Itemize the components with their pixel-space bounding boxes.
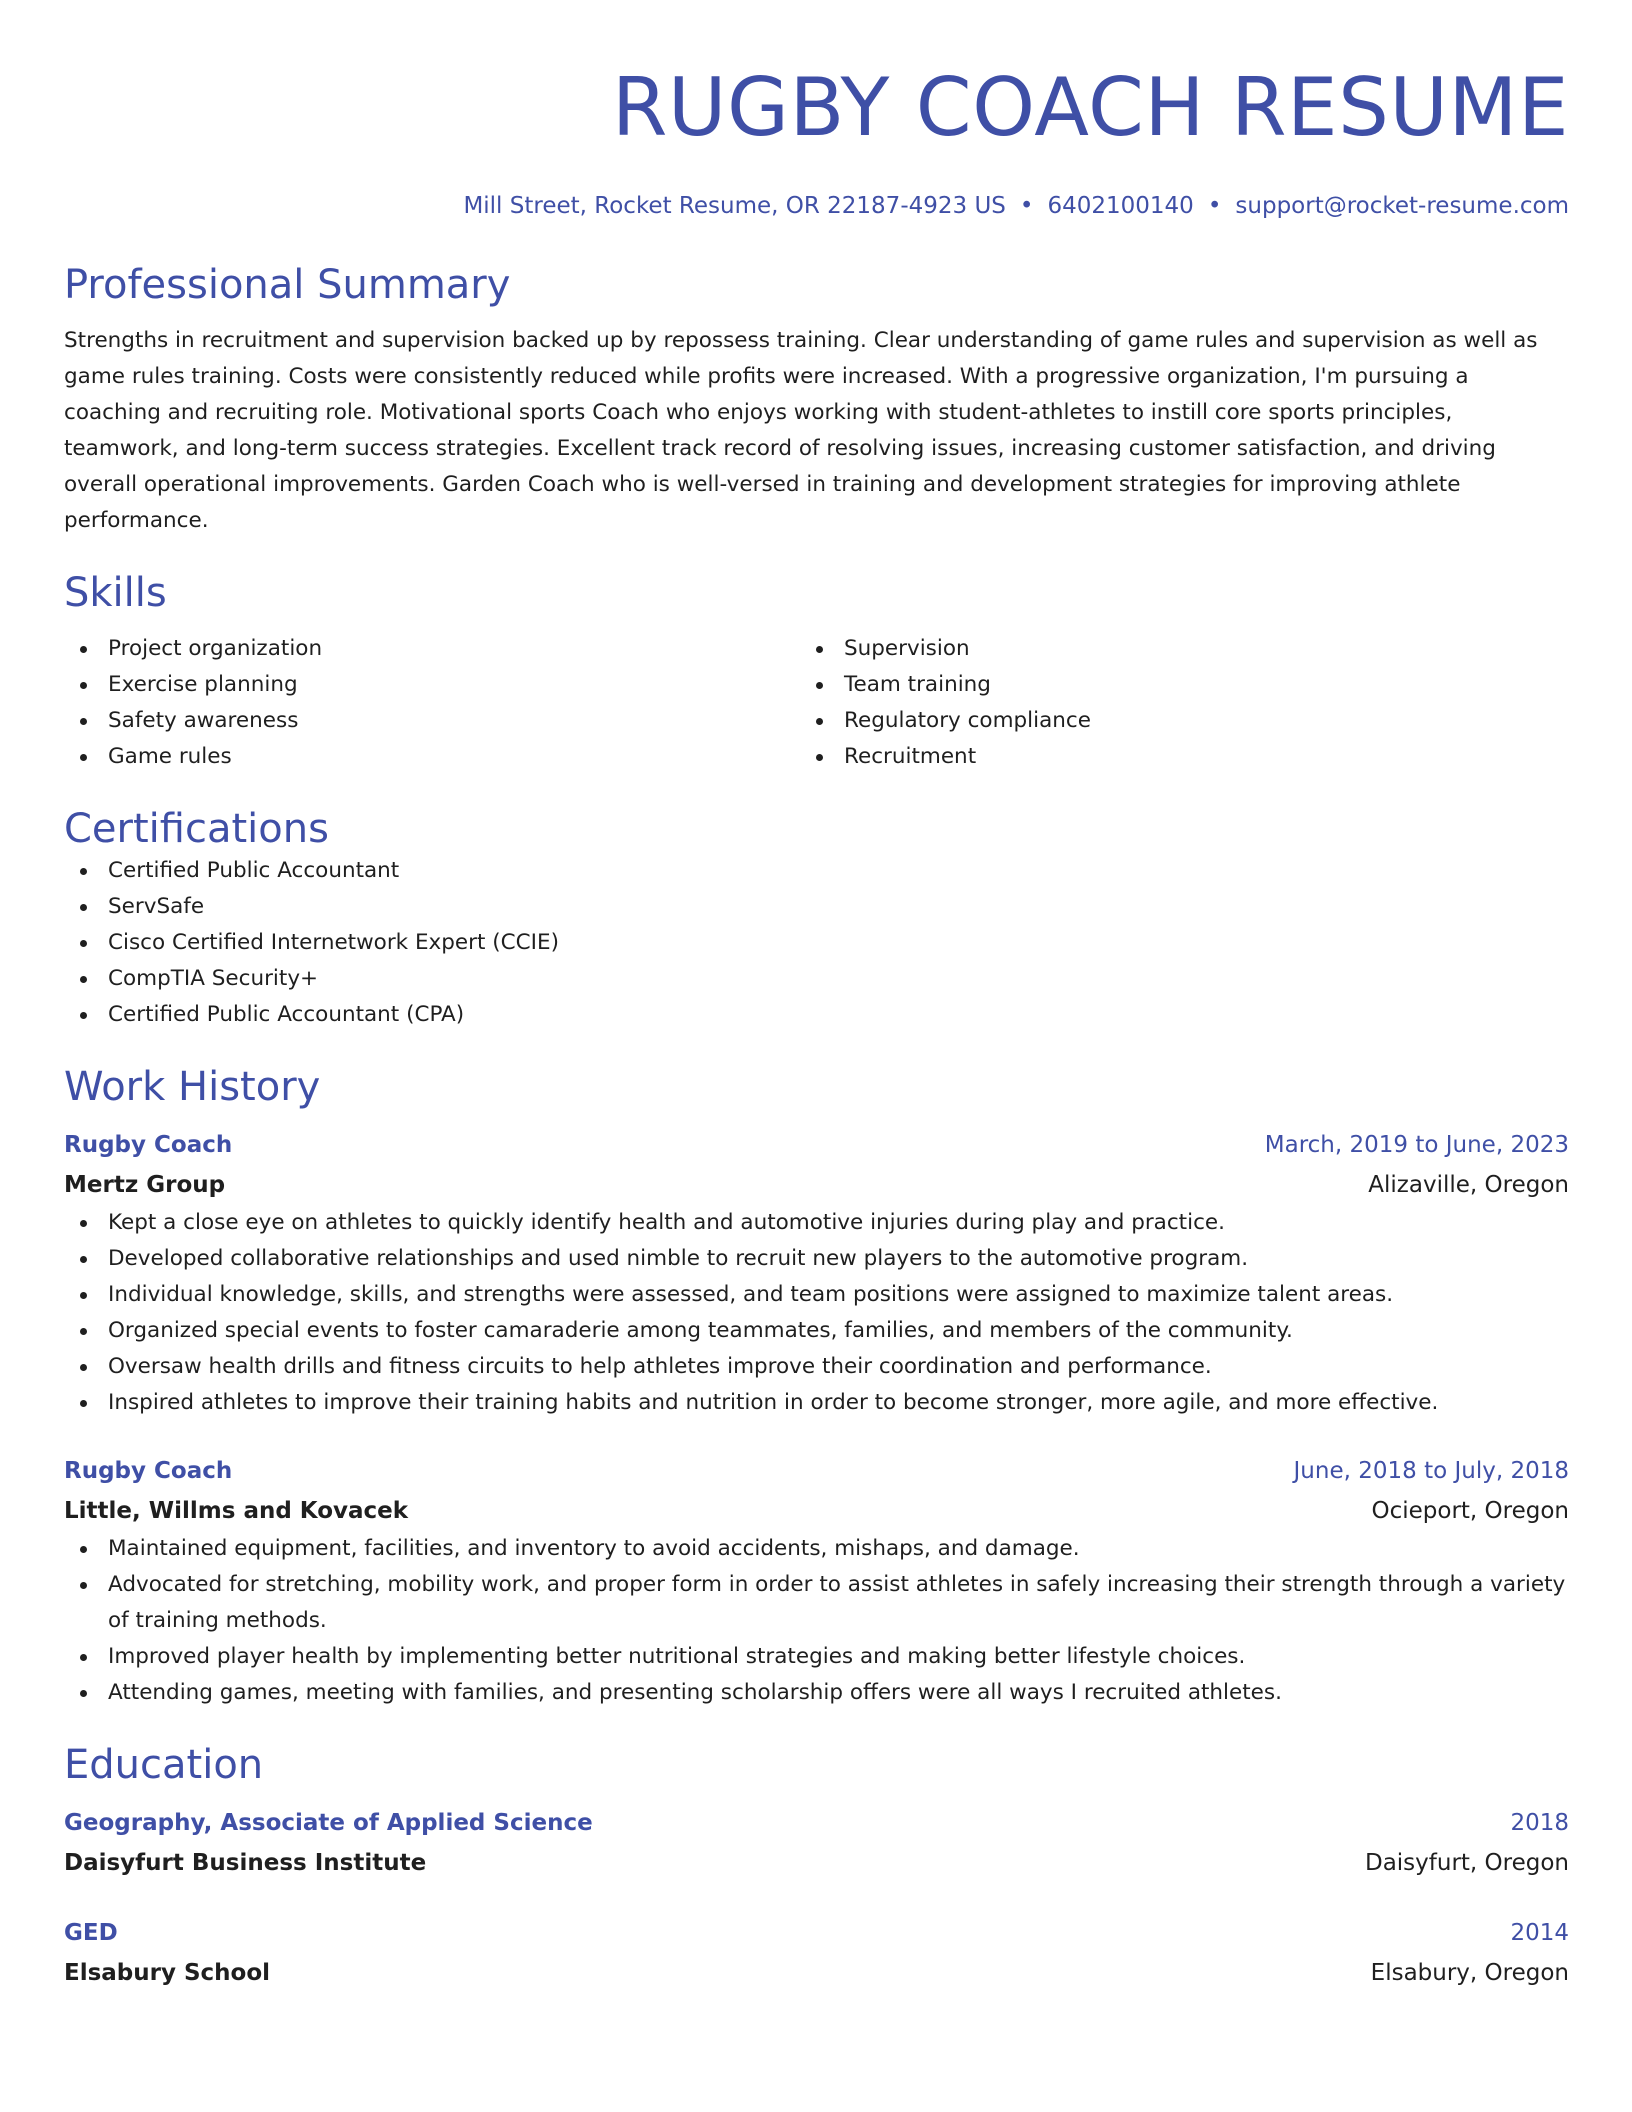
- skill-item: [800, 739, 1536, 775]
- job-bullet-text: Developed collaborative relationships and used nimble to recruit new players to the automotive program.: [108, 1246, 1249, 1271]
- skill-item: [800, 667, 1536, 703]
- job-header-row: [64, 1451, 1569, 1491]
- bullet-dot: [816, 646, 823, 653]
- job-bullet-text: Individual knowledge, skills, and strengths were assessed, and team positions were assigned to maximize talent areas.: [108, 1282, 1394, 1307]
- certification-item: [64, 889, 1569, 925]
- certifications-list: [64, 853, 1569, 1033]
- bullet-dot: [80, 646, 87, 653]
- education-school: Elsabury School: [64, 1960, 271, 1986]
- job-location: Alizaville, Oregon: [1368, 1172, 1569, 1198]
- contact-address: Mill Street, Rocket Resume, OR 22187-4923 US: [463, 193, 1006, 219]
- skills-list-right: [800, 631, 1536, 775]
- bullet-dot: [80, 682, 87, 689]
- job-bullets: [64, 1531, 1569, 1711]
- skill-label: Game rules: [108, 744, 232, 769]
- education-entry: [64, 1803, 1569, 1883]
- job-bullet-text: Oversaw health drills and fitness circuits to help athletes improve their coordination and performance.: [108, 1354, 1212, 1379]
- job-dates: March, 2019 to June, 2023: [1264, 1132, 1569, 1158]
- education-header-row: [64, 1803, 1569, 1843]
- certification-item: [64, 997, 1569, 1033]
- bullet-dot: [80, 1582, 87, 1589]
- skill-label: Recruitment: [844, 744, 977, 769]
- education-header-row: [64, 1913, 1569, 1953]
- contact-separator: •: [1207, 193, 1222, 219]
- skill-label: Regulatory compliance: [844, 708, 1091, 733]
- job-entry: [64, 1451, 1569, 1711]
- education-degree: Geography, Associate of Applied Science: [64, 1810, 593, 1836]
- job-bullet: [64, 1531, 1569, 1567]
- bullet-dot: [80, 1690, 87, 1697]
- bullet-dot: [816, 754, 823, 761]
- bullet-dot: [80, 976, 87, 983]
- job-bullet: [64, 1675, 1569, 1711]
- certification-label: Cisco Certified Internetwork Expert (CCIE): [108, 930, 559, 955]
- job-bullet: [64, 1241, 1569, 1277]
- skill-item: [64, 667, 800, 703]
- bullet-dot: [80, 1546, 87, 1553]
- skills-column-right: [800, 631, 1536, 775]
- job-bullet-text: Inspired athletes to improve their training habits and nutrition in order to become stronger, more agile, and more effective.: [108, 1390, 1439, 1415]
- bullet-dot: [80, 868, 87, 875]
- job-title: Rugby Coach: [64, 1132, 233, 1158]
- bullet-dot: [816, 718, 823, 725]
- job-location: Ocieport, Oregon: [1371, 1498, 1569, 1524]
- certification-label: CompTIA Security+: [108, 966, 319, 991]
- job-bullet: [64, 1205, 1569, 1241]
- job-bullet: [64, 1639, 1569, 1675]
- bullet-dot: [816, 682, 823, 689]
- skill-item: [64, 631, 800, 667]
- job-entry: [64, 1125, 1569, 1421]
- bullet-dot: [80, 718, 87, 725]
- skills-list-left: [64, 631, 800, 775]
- job-bullet: [64, 1277, 1569, 1313]
- bullet-dot: [80, 1220, 87, 1227]
- certification-label: ServSafe: [108, 894, 205, 919]
- job-bullet-text: Advocated for stretching, mobility work, and proper form in order to assist athletes in safely increasing their strength through a variety of training methods.: [108, 1572, 1566, 1633]
- education-year: 2014: [1510, 1920, 1569, 1946]
- contact-phone: 6402100140: [1047, 193, 1194, 219]
- bullet-dot: [80, 1256, 87, 1263]
- skills-heading: Skills: [64, 570, 167, 616]
- education-year: 2018: [1510, 1810, 1569, 1836]
- certification-item: [64, 853, 1569, 889]
- skill-item: [800, 703, 1536, 739]
- skill-item: [64, 739, 800, 775]
- skills-column-left: [64, 631, 800, 775]
- job-org-row: [64, 1165, 1569, 1205]
- contact-separator: •: [1019, 193, 1034, 219]
- skill-label: Project organization: [108, 636, 323, 661]
- bullet-dot: [80, 1654, 87, 1661]
- education-school: Daisyfurt Business Institute: [64, 1850, 427, 1876]
- skills-grid: [64, 631, 1569, 775]
- job-bullet: [64, 1349, 1569, 1385]
- summary-text: Strengths in recruitment and supervision backed up by repossess training. Clear understanding of game rules and supervision as well as game rules training. Costs were consistently reduced while profits were increased. With a progressive organization, I'm pursuing a coaching and recruiting role. Motivational sports Coach who enjoys working with student-athletes to instill core sports principles, teamwork, and long-term success strategies. Excellent track record of resolving issues, increasing customer satisfaction, and driving overall operational improvements. Garden Coach who is well-versed in training and development strategies for improving athlete performance.: [64, 328, 1538, 533]
- education-location: Daisyfurt, Oregon: [1364, 1850, 1569, 1876]
- job-bullets: [64, 1205, 1569, 1421]
- education-degree: GED: [64, 1920, 118, 1946]
- certification-label: Certified Public Accountant (CPA): [108, 1002, 465, 1027]
- certifications-heading: Certifications: [64, 806, 329, 852]
- bullet-dot: [80, 940, 87, 947]
- job-bullet-text: Maintained equipment, facilities, and inventory to avoid accidents, mishaps, and damage.: [108, 1536, 1080, 1561]
- job-company: Little, Willms and Kovacek: [64, 1498, 409, 1524]
- certification-label: Certified Public Accountant: [108, 858, 400, 883]
- job-bullet: [64, 1567, 1569, 1639]
- education-heading: Education: [64, 1742, 264, 1788]
- work-history-heading: Work History: [64, 1064, 321, 1110]
- bullet-dot: [80, 754, 87, 761]
- job-bullet-text: Kept a close eye on athletes to quickly identify health and automotive injuries during play and practice.: [108, 1210, 1225, 1235]
- skill-item: [800, 631, 1536, 667]
- job-bullet-text: Improved player health by implementing better nutritional strategies and making better lifestyle choices.: [108, 1644, 1246, 1669]
- certification-item: [64, 925, 1569, 961]
- job-header-row: [64, 1125, 1569, 1165]
- skill-label: Exercise planning: [108, 672, 298, 697]
- job-bullet: [64, 1385, 1569, 1421]
- job-bullet-text: Attending games, meeting with families, and presenting scholarship offers were all ways I recruited athletes.: [108, 1680, 1282, 1705]
- contact-email: support@rocket-resume.com: [1235, 193, 1569, 219]
- skill-label: Team training: [844, 672, 991, 697]
- job-bullet-text: Organized special events to foster camaraderie among teammates, families, and members of the community.: [108, 1318, 1293, 1343]
- job-title: Rugby Coach: [64, 1458, 233, 1484]
- education-location: Elsabury, Oregon: [1370, 1960, 1569, 1986]
- job-company: Mertz Group: [64, 1172, 226, 1198]
- education-school-row: [64, 1843, 1569, 1883]
- job-org-row: [64, 1491, 1569, 1531]
- summary-heading: Professional Summary: [64, 262, 511, 308]
- skill-label: Safety awareness: [108, 708, 299, 733]
- resume-title: RUGBY COACH RESUME: [611, 61, 1569, 154]
- skill-label: Supervision: [844, 636, 970, 661]
- bullet-dot: [80, 1400, 87, 1407]
- job-bullet: [64, 1313, 1569, 1349]
- bullet-dot: [80, 1292, 87, 1299]
- education-school-row: [64, 1953, 1569, 1993]
- bullet-dot: [80, 1012, 87, 1019]
- contact-line: [64, 191, 1569, 221]
- bullet-dot: [80, 904, 87, 911]
- bullet-dot: [80, 1364, 87, 1371]
- certification-item: [64, 961, 1569, 997]
- education-entry: [64, 1913, 1569, 1993]
- job-dates: June, 2018 to July, 2018: [1293, 1458, 1569, 1484]
- bullet-dot: [80, 1328, 87, 1335]
- skill-item: [64, 703, 800, 739]
